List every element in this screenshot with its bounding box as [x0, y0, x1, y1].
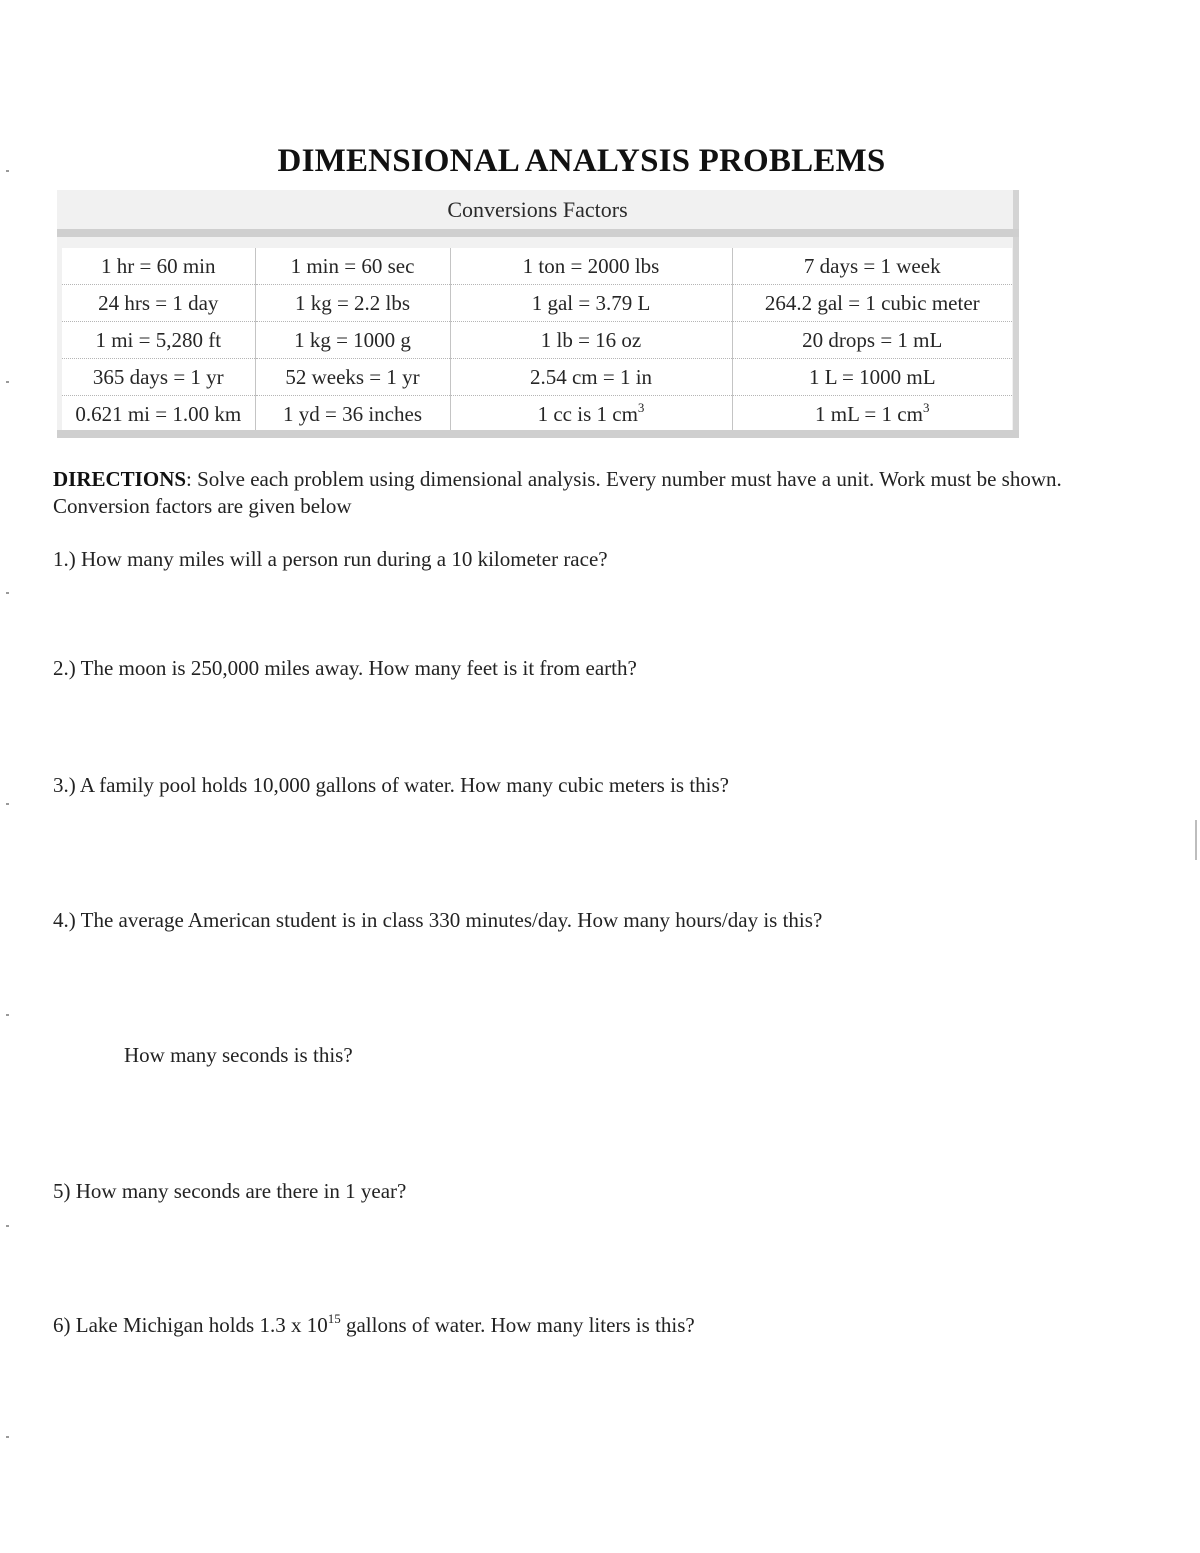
table-cell: 1 L = 1000 mL: [732, 359, 1012, 396]
question-2: 2.) The moon is 250,000 miles away. How many feet is it from earth?: [53, 656, 637, 680]
scan-mark: [6, 1436, 9, 1438]
question-4: 4.) The average American student is in class 330 minutes/day. How many hours/day is this?: [53, 908, 823, 932]
table-cell: 1 kg = 1000 g: [255, 322, 450, 359]
table-row: [62, 322, 1012, 359]
page-title: DIMENSIONAL ANALYSIS PROBLEMS: [277, 143, 886, 179]
table-cell: 1 yd = 36 inches: [255, 396, 450, 433]
directions-text: : Solve each problem using dimensional analysis. Every number must have a unit. Work must be shown. Conversion factors are given below: [53, 467, 1062, 518]
table-cell: 1 lb = 16 oz: [450, 322, 732, 359]
question-5: 5) How many seconds are there in 1 year?: [53, 1179, 407, 1203]
question-6: [53, 1313, 695, 1338]
superscript: 3: [922, 399, 930, 415]
table-row: [62, 285, 1012, 322]
table-cell: 1 min = 60 sec: [255, 248, 450, 285]
directions-label: DIRECTIONS: [53, 467, 187, 491]
scan-mark: [6, 1225, 9, 1227]
table-bottom-band: [57, 430, 1019, 438]
table-row: [62, 359, 1012, 396]
table-cell: [450, 396, 732, 433]
table-row: [62, 396, 1012, 433]
table-cell: 365 days = 1 yr: [62, 359, 255, 396]
table-cell: 24 hrs = 1 day: [62, 285, 255, 322]
cell-text: 1 mL = 1 cm: [815, 401, 923, 426]
scan-mark: [6, 803, 9, 805]
question-3: 3.) A family pool holds 10,000 gallons of water. How many cubic meters is this?: [53, 773, 729, 797]
question-6-text: 6) Lake Michigan holds 1.3 x 10: [53, 1313, 328, 1337]
table-cell: 2.54 cm = 1 in: [450, 359, 732, 396]
scan-mark: [6, 1014, 9, 1016]
scan-mark: [6, 170, 9, 172]
directions: [53, 466, 1133, 520]
question-1: 1.) How many miles will a person run during a 10 kilometer race?: [53, 547, 608, 571]
scan-edge: [1195, 820, 1197, 860]
question-6-text-end: gallons of water. How many liters is this?: [340, 1313, 695, 1337]
caption-band: [57, 229, 1019, 237]
table-cell: 52 weeks = 1 yr: [255, 359, 450, 396]
conversion-factors-table: [62, 248, 1012, 433]
table-row: [62, 248, 1012, 285]
table-cell: 1 ton = 2000 lbs: [450, 248, 732, 285]
question-4-followup: How many seconds is this?: [124, 1043, 353, 1067]
table-cell: 1 gal = 3.79 L: [450, 285, 732, 322]
table-caption: Conversions Factors: [447, 197, 628, 222]
scan-mark: [6, 381, 9, 383]
table-cell: 1 kg = 2.2 lbs: [255, 285, 450, 322]
superscript: 3: [637, 399, 645, 415]
table-cell: 1 hr = 60 min: [62, 248, 255, 285]
table-cell: 264.2 gal = 1 cubic meter: [732, 285, 1012, 322]
table-cell: 0.621 mi = 1.00 km: [62, 396, 255, 433]
table-cell: 7 days = 1 week: [732, 248, 1012, 285]
table-cell: 1 mi = 5,280 ft: [62, 322, 255, 359]
scan-mark: [6, 592, 9, 594]
table-cell: 20 drops = 1 mL: [732, 322, 1012, 359]
cell-text: 1 cc is 1 cm: [537, 401, 638, 426]
exponent: 15: [327, 1311, 341, 1326]
table-cell: [732, 396, 1012, 433]
